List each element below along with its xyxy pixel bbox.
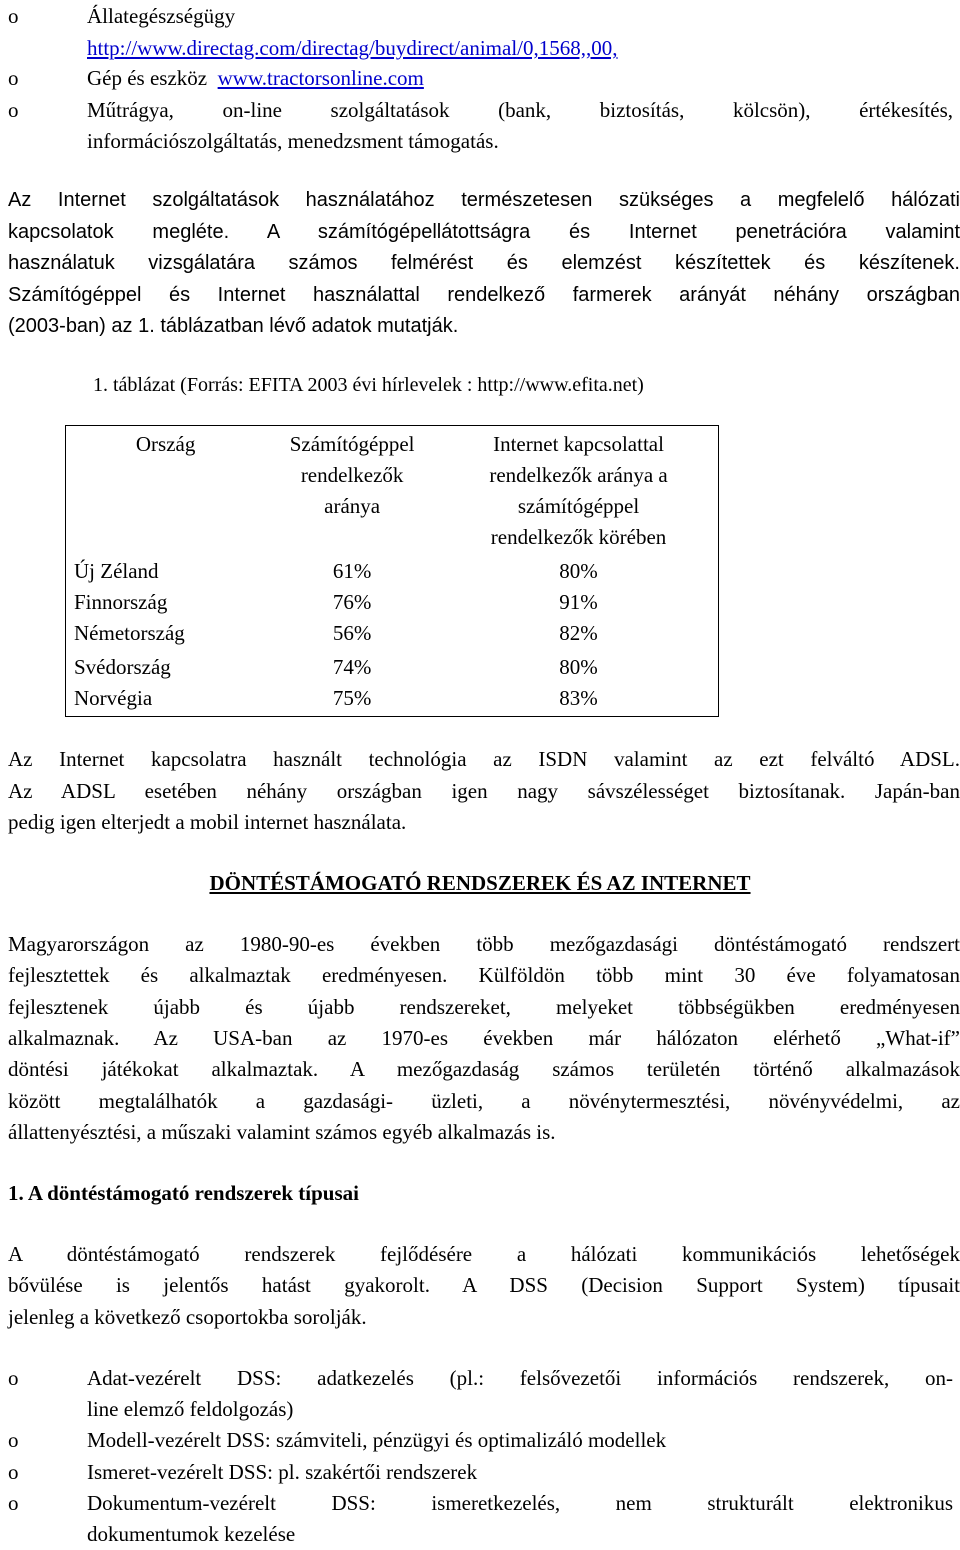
bullet-label: Állategészségügy bbox=[87, 4, 236, 28]
paragraph-line: Az ADSL esetében néhány országban igen nagy sávszélességet biztosítanak. Japán-ban bbox=[8, 779, 960, 803]
table-row bbox=[66, 556, 719, 587]
internet-ratio-cell: 82% bbox=[559, 621, 598, 645]
paragraph-line: A döntéstámogató rendszerek fejlődésére a hálózati kommunikációs lehetőségek bbox=[8, 1242, 960, 1266]
country-cell: Norvégia bbox=[74, 686, 153, 710]
table-row bbox=[66, 587, 719, 618]
paragraph-line: Magyarországon az 1980-90-es években több mezőgazdasági döntéstámogató rendszert bbox=[8, 932, 960, 956]
section-heading: DÖNTÉSTÁMOGATÓ RENDSZEREK ÉS AZ INTERNET bbox=[209, 871, 751, 895]
computer-ratio-cell: 56% bbox=[332, 621, 372, 645]
paragraph-line: Az Internet kapcsolatra használt technológia az ISDN valamint az ezt felváltó ADSL. bbox=[8, 747, 960, 771]
paragraph-line: Számítógéppel és Internet használattal rendelkező farmerek arányát néhány országban bbox=[8, 284, 960, 306]
internet-ratio-cell: 91% bbox=[559, 590, 598, 614]
header-country: Ország bbox=[135, 432, 196, 456]
bullet-text: Műtrágya, on-line szolgáltatások (bank, biztosítás, kölcsön), értékesítés, bbox=[87, 98, 953, 122]
hyperlink[interactable]: www.tractorsonline.com bbox=[217, 66, 424, 90]
paragraph-line: használatuk vizsgálatára számos felmérést és elemzést készítettek és készítenek. bbox=[8, 252, 960, 274]
bullet-label: Gép és eszköz www.tractorsonline.com bbox=[87, 66, 424, 90]
list-item: Dokumentum-vezérelt DSS: ismeretkezelés, nem strukturált elektronikus bbox=[87, 1491, 953, 1515]
country-cell: Németország bbox=[74, 621, 185, 645]
paragraph-line: alkalmaznak. Az USA-ban az 1970-es években már hálózaton elérhető „What-if” bbox=[8, 1026, 960, 1050]
bullet-text: információszolgáltatás, menedzsment támogatás. bbox=[87, 129, 499, 153]
list-item: Ismeret-vezérelt DSS: pl. szakértői rendszerek bbox=[87, 1460, 478, 1484]
table-row bbox=[66, 618, 719, 649]
list-item: Adat-vezérelt DSS: adatkezelés (pl.: felsővezetői információs rendszerek, on- bbox=[87, 1366, 953, 1390]
bullet-marker: o bbox=[8, 1460, 19, 1484]
table-row bbox=[66, 649, 719, 683]
paragraph-line: között megtalálhatók a gazdasági- üzleti, a növénytermesztési, növényvédelmi, az bbox=[8, 1089, 960, 1113]
table-row bbox=[66, 683, 719, 717]
paragraph-line: döntési játékokat alkalmaztak. A mezőgazdaság számos területén történő alkalmazások bbox=[8, 1057, 960, 1081]
country-cell: Svédország bbox=[74, 655, 171, 679]
computer-ratio-cell: 75% bbox=[332, 686, 372, 710]
paragraph-line: (2003-ban) az 1. táblázatban lévő adatok mutatják. bbox=[8, 315, 459, 337]
paragraph-line: kapcsolatok megléte. A számítógépellátottságra és Internet penetrációra valamint bbox=[8, 221, 960, 243]
country-cell: Új Zéland bbox=[74, 559, 159, 583]
internet-ratio-cell: 80% bbox=[559, 559, 598, 583]
computer-ratio-cell: 76% bbox=[332, 590, 372, 614]
paragraph-line: jelenleg a következő csoportokba sorolják. bbox=[8, 1305, 367, 1329]
computer-ratio-cell: 61% bbox=[332, 559, 372, 583]
paragraph-line: állattenyésztési, a műszaki valamint számos egyéb alkalmazás is. bbox=[8, 1120, 556, 1144]
bullet-marker: o bbox=[8, 4, 19, 28]
paragraph-line: fejlesztettek és alkalmaztak eredményesen. Külföldön több mint 30 éve folyamatosan bbox=[8, 963, 960, 987]
header-computer-ratio: Számítógéppel rendelkezők aránya bbox=[289, 432, 415, 518]
paragraph-line: Az Internet szolgáltatások használatához természetesen szükséges a megfelelő hálózati bbox=[8, 189, 960, 211]
bullet-marker: o bbox=[8, 1428, 19, 1452]
bullet-marker: o bbox=[8, 66, 19, 90]
list-item-continuation: dokumentumok kezelése bbox=[87, 1522, 296, 1546]
bullet-marker: o bbox=[8, 1366, 19, 1390]
table-caption: 1. táblázat (Forrás: EFITA 2003 évi hírlevelek : http://www.efita.net) bbox=[93, 374, 644, 396]
table-header-row bbox=[66, 426, 719, 557]
country-cell: Finnország bbox=[74, 590, 168, 614]
subsection-heading: 1. A döntéstámogató rendszerek típusai bbox=[8, 1181, 359, 1205]
list-item-continuation: line elemző feldolgozás) bbox=[87, 1397, 294, 1421]
bullet-marker: o bbox=[8, 1491, 19, 1515]
paragraph-line: fejlesztenek újabb és újabb rendszereket, melyeket többségükben eredményesen bbox=[8, 995, 960, 1019]
bullet-marker: o bbox=[8, 98, 19, 122]
internet-ratio-cell: 80% bbox=[559, 655, 598, 679]
hyperlink[interactable]: http://www.directag.com/directag/buydirect/animal/0,1568,,00, bbox=[87, 36, 618, 60]
internet-ratio-cell: 83% bbox=[559, 686, 598, 710]
paragraph-line: bővülése is jelentős hatást gyakorolt. A DSS (Decision Support System) típusait bbox=[8, 1273, 960, 1297]
data-table bbox=[65, 425, 719, 717]
header-internet-ratio: Internet kapcsolattal rendelkezők aránya a számítógéppel rendelkezők körében bbox=[489, 432, 668, 549]
list-item: Modell-vezérelt DSS: számviteli, pénzügyi és optimalizáló modellek bbox=[87, 1428, 667, 1452]
computer-ratio-cell: 74% bbox=[332, 655, 372, 679]
paragraph-line: pedig igen elterjedt a mobil internet használata. bbox=[8, 810, 407, 834]
